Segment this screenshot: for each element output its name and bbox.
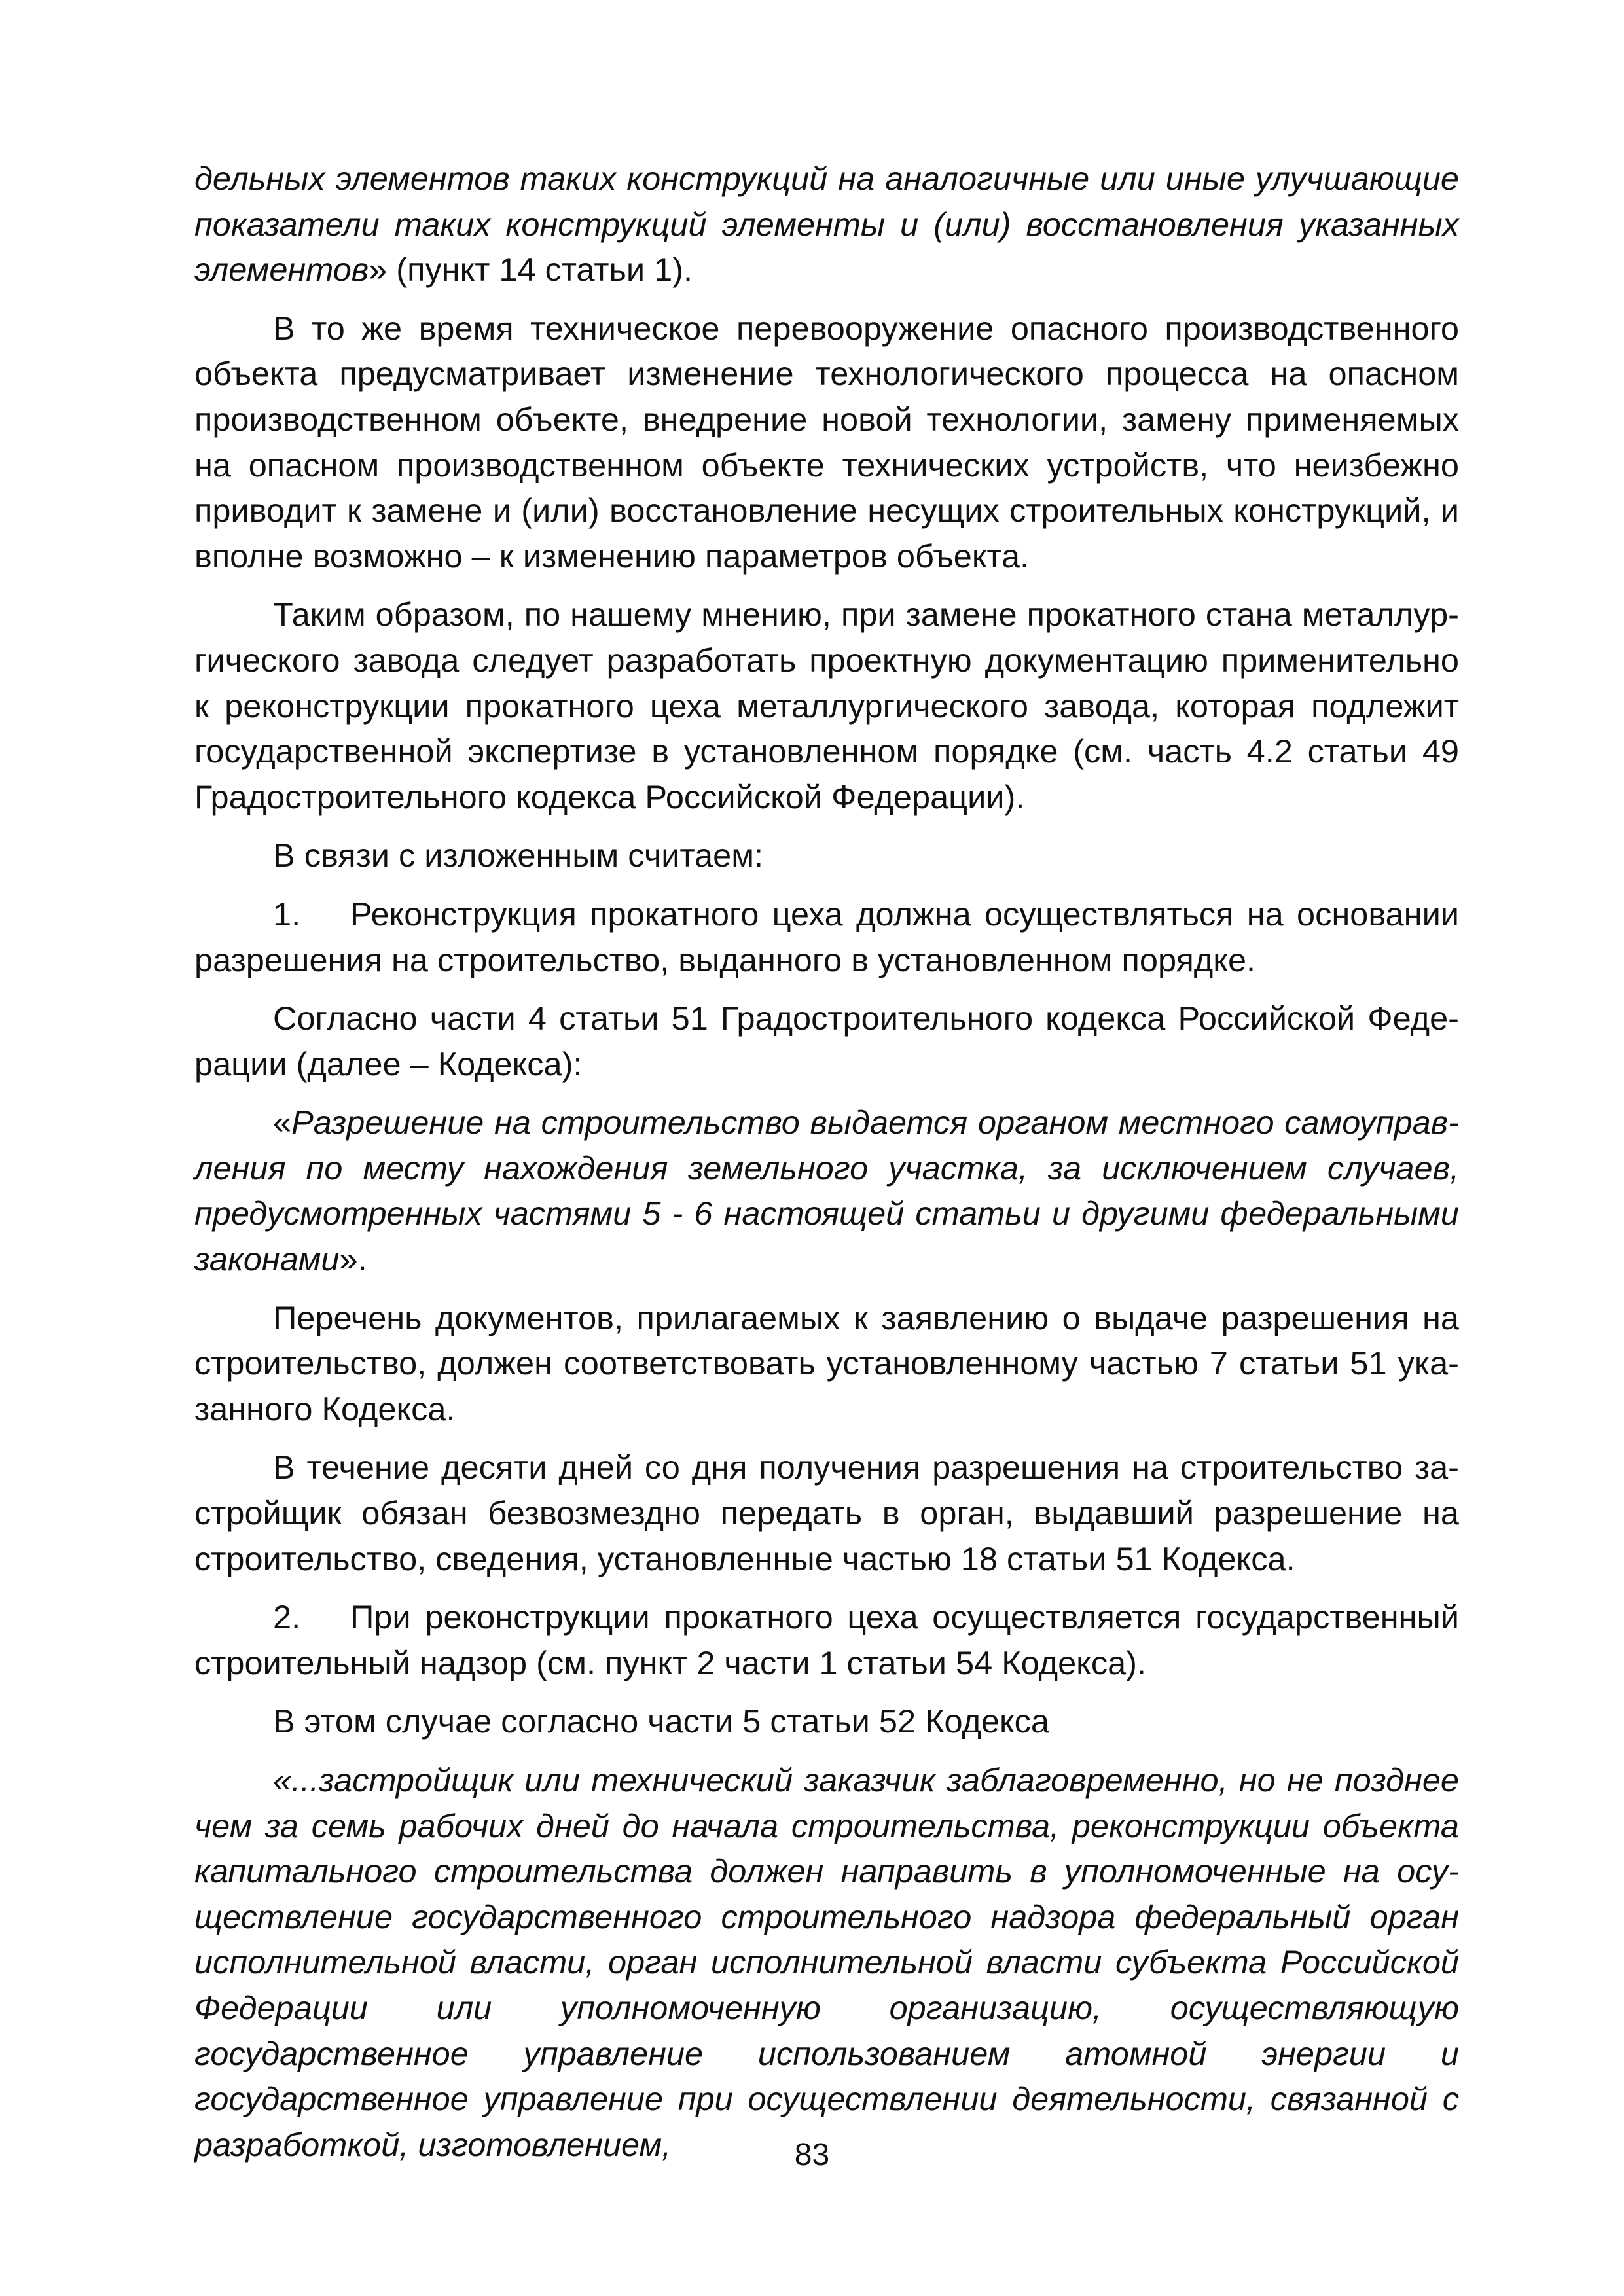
list-item-1: [194, 891, 1459, 982]
quote-article-51: [194, 1100, 1459, 1282]
list-item-text: При реконструкции прокатного цеха осуществляется государственный строительный надзор (см. пункт 2 части 1 статьи 54 Кодекса).: [194, 1598, 1459, 1681]
paragraph-continuation: [194, 156, 1459, 293]
paragraph-article-52: В этом случае согласно части 5 статьи 52 Кодекса: [273, 1702, 1050, 1740]
paragraph-ten-days: В течение десяти дней со дня получения разрешения на строительство застройщик обязан безвозмездно передать в орган, выдавший разрешение на строительство, сведения, установленные частью 18 статьи 51 Кодекса.: [194, 1448, 1459, 1577]
paragraph-technical-reequipment: В то же время техническое перевооружение опасного производственного объекта предусматривает изменение технологического процесса на опасном производственном объекте, внедрение новой технологии, замену применяемых на опасном производственном объекте технических устройств, что неизбежно приводит к замене и (или) восстановление несущих строительных конструкций, и вполне возможно – к изменению параметров объекта.: [194, 309, 1459, 575]
citation-tail: » (пункт 14 статьи 1).: [369, 251, 693, 289]
page-number: 83: [794, 2138, 830, 2172]
quote-article-52: «...застройщик или технический заказчик заблаговременно, но не позднее чем за семь рабочих дней до начала строительства, реконструкции объекта капитального строительства должен направить в уполномоченные на осуществление государственного строительного надзора федеральный орган исполнительной власти, орган исполнительной власти субъекта Российской Федерации или уполномоченную организацию, осуществляющую государственное управление использованием атомной энергии и государственное управление при осуществлении деятельности, связанной с разработкой, изготовлением,: [194, 1761, 1459, 2163]
quote-open-mark: «: [273, 1103, 292, 1141]
paragraph-article-51: Согласно части 4 статьи 51 Градостроительного кодекса Российской Федерации (далее – Кодекса):: [194, 999, 1459, 1083]
page-body: [194, 156, 1459, 2167]
quote-text: Разрешение на строительство выдается органом местного самоуправления по месту нахождения земельного участка, за исключением случаев, предусмотренных частями 5 - 6 настоящей статьи и другими федеральными законами: [194, 1103, 1459, 1278]
paragraph-conclusion: Таким образом, по нашему мнению, при замене прокатного стана металлургического завода следует разработать проектную документацию применительно к реконструкции прокатного цеха металлургического завода, которая подлежит государственной экспертизе в установленном порядке (см. часть 4.2 статьи 49 Градостроительного кодекса Российской Федерации).: [194, 596, 1459, 816]
paragraph-intro-list: В связи с изложенным считаем:: [273, 836, 763, 874]
quote-fragment: дельных элементов таких конструкций на аналогичные или иные улучшающие показатели таких конструкций элементы и (или) восстановления указанных элементов: [194, 160, 1459, 289]
list-item-2: [194, 1594, 1459, 1685]
quote-close-mark: ».: [339, 1240, 367, 1278]
list-item-text: Реконструкция прокатного цеха должна осуществляться на основании разрешения на строительство, выданного в установленном порядке.: [194, 895, 1459, 978]
paragraph-documents-list: Перечень документов, прилагаемых к заявлению о выдаче разрешения на строительство, должен соответствовать установленному частью 7 статьи 51 указанного Кодекса.: [194, 1299, 1459, 1427]
list-item-number: 2.: [273, 1598, 301, 1636]
list-item-number: 1.: [273, 895, 301, 933]
